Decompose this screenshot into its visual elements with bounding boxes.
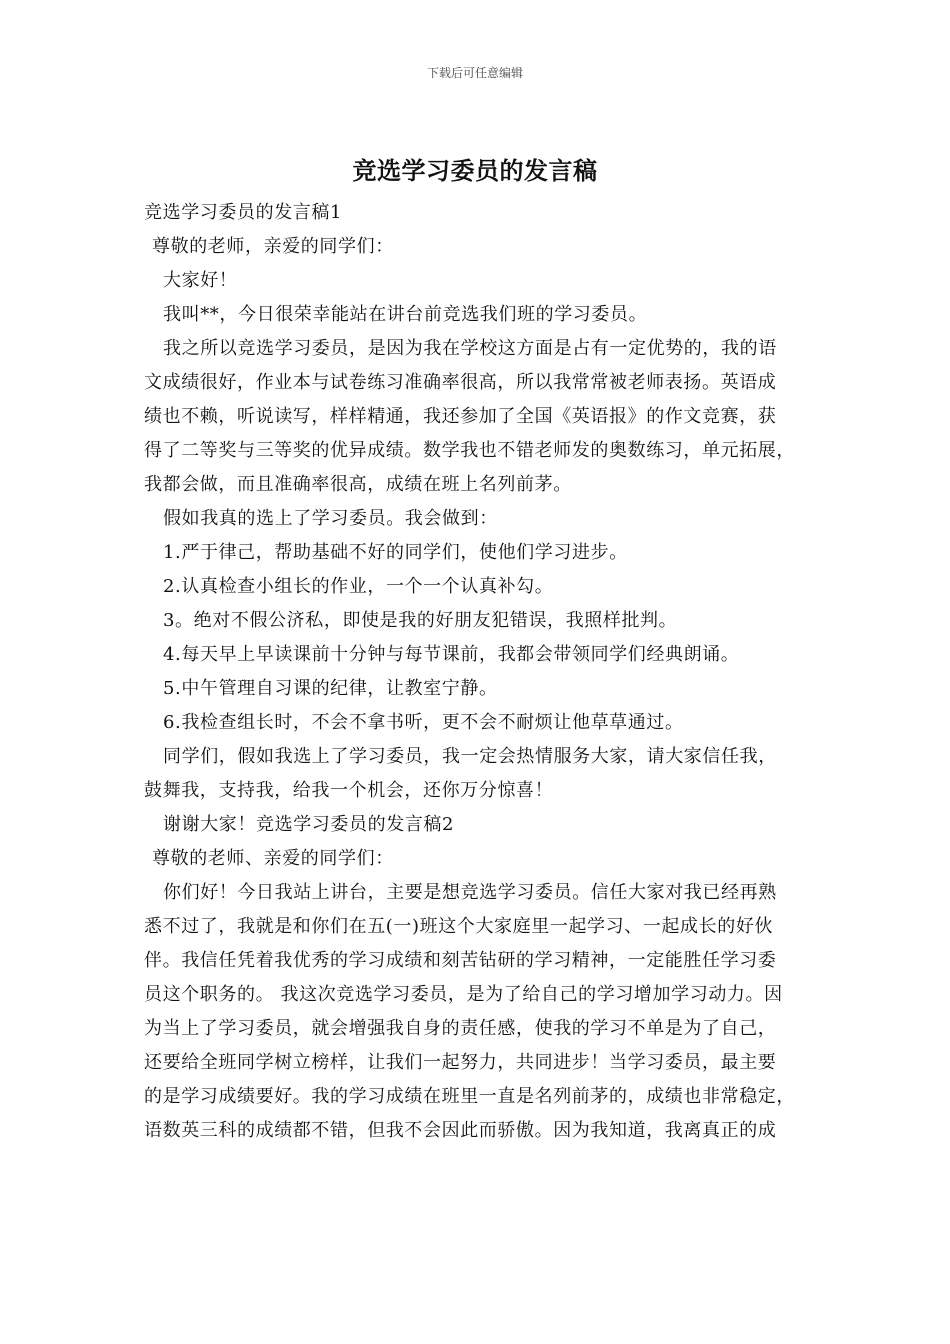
paragraph-line: 员这个职务的。 我这次竞选学习委员，是为了给自己的学习增加学习动力。因	[144, 984, 783, 1005]
paragraph-line: 你们好！今日我站上讲台，主要是想竞选学习委员。信任大家对我已经再熟	[163, 882, 777, 903]
paragraph-line: 伴。我信任凭着我优秀的学习成绩和刻苦钻研的学习精神，一定能胜任学习委	[144, 950, 777, 971]
document-body	[144, 196, 814, 1148]
paragraph-line: 谢谢大家！竞选学习委员的发言稿2	[163, 814, 455, 835]
header-note: 下载后可任意编辑	[426, 66, 523, 80]
paragraph-line: 语数英三科的成绩都不错，但我不会因此而骄傲。因为我知道，我离真正的成	[144, 1120, 777, 1141]
paragraph-line: 我都会做，而且准确率很高，成绩在班上名列前茅。	[144, 474, 572, 495]
paragraph-line: 绩也不赖，听说读写，样样精通，我还参加了全国《英语报》的作文竞赛，获	[144, 406, 777, 427]
list-item: 1.严于律己，帮助基础不好的同学们，使他们学习进步。	[163, 542, 628, 563]
paragraph-line: 大家好！	[163, 270, 238, 291]
paragraph-line: 的是学习成绩要好。我的学习成绩在班里一直是名列前茅的，成绩也非常稳定，	[144, 1086, 795, 1107]
paragraph-line: 悉不过了，我就是和你们在五(一)班这个大家庭里一起学习、一起成长的好伙	[144, 916, 774, 937]
paragraph-line: 同学们，假如我选上了学习委员，我一定会热情服务大家，请大家信任我，	[163, 746, 777, 767]
paragraph-line: 我之所以竞选学习委员，是因为我在学校这方面是占有一定优势的，我的语	[163, 338, 777, 359]
greeting-line: 尊敬的老师，亲爱的同学们：	[152, 236, 394, 257]
list-item: 2.认真检查小组长的作业，一个一个认真补勾。	[163, 576, 554, 597]
paragraph-line: 还要给全班同学树立榜样，让我们一起努力，共同进步！当学习委员，最主要	[144, 1052, 777, 1073]
paragraph-line: 鼓舞我，支持我，给我一个机会，还你万分惊喜！	[144, 780, 554, 801]
list-item: 5.中午管理自习课的纪律，让教室宁静。	[163, 678, 498, 699]
paragraph-line: 假如我真的选上了学习委员。我会做到：	[163, 508, 498, 529]
list-item: 3。绝对不假公济私，即使是我的好朋友犯错误，我照样批判。	[163, 610, 678, 631]
paragraph-line: 我叫**，今日很荣幸能站在讲台前竞选我们班的学习委员。	[163, 304, 648, 325]
paragraph-line: 文成绩很好，作业本与试卷练习准确率很高，所以我常常被老师表扬。英语成	[144, 372, 777, 393]
page-title: 竞选学习委员的发言稿	[352, 157, 598, 185]
list-item: 6.我检查组长时，不会不拿书听，更不会不耐烦让他草草通过。	[163, 712, 684, 733]
section-heading: 竞选学习委员的发言稿1	[144, 202, 343, 223]
paragraph-line: 为当上了学习委员，就会增强我自身的责任感，使我的学习不单是为了自己，	[144, 1018, 777, 1039]
paragraph-line: 得了二等奖与三等奖的优异成绩。数学我也不错老师发的奥数练习，单元拓展，	[144, 440, 795, 461]
greeting-line: 尊敬的老师、亲爱的同学们：	[152, 848, 394, 869]
list-item: 4.每天早上早读课前十分钟与每节课前，我都会带领同学们经典朗诵。	[163, 644, 740, 665]
